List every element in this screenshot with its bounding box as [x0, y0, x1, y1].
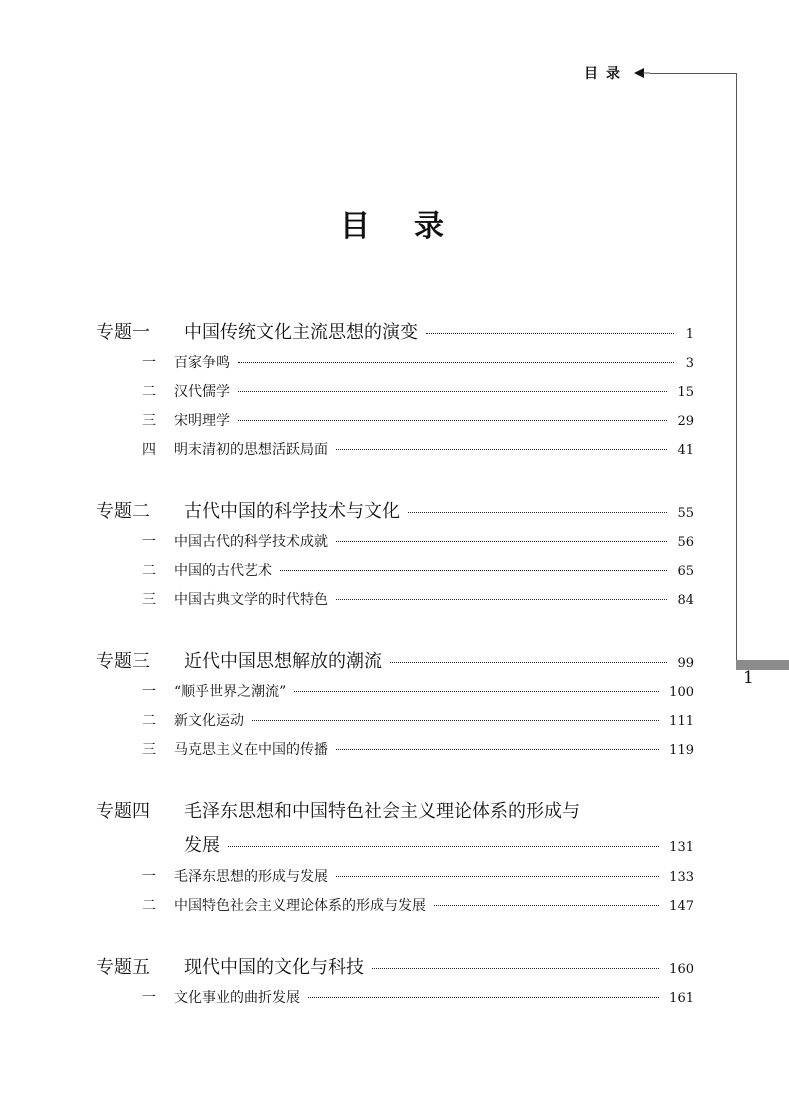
dot-leader	[280, 570, 667, 571]
item-title: 中国特色社会主义理论体系的形成与发展	[174, 898, 426, 914]
dot-leader	[238, 420, 667, 421]
item-number: 二	[142, 898, 156, 914]
toc-item[interactable]	[142, 352, 694, 372]
dot-leader	[336, 876, 659, 877]
item-title: 毛泽东思想的形成与发展	[174, 869, 328, 885]
dot-leader	[252, 720, 659, 721]
margin-rule-horizontal	[650, 73, 736, 74]
toc-item[interactable]	[142, 439, 694, 459]
topic-page: 99	[677, 656, 694, 671]
toc-item[interactable]	[142, 987, 694, 1007]
dot-leader	[336, 541, 667, 542]
topic-label: 专题三	[96, 651, 150, 672]
running-head: 目录	[584, 66, 628, 82]
toc-topic-2[interactable]	[96, 497, 694, 523]
topic-label: 专题四	[96, 801, 150, 822]
item-page: 41	[677, 443, 694, 458]
topic-title-continued: 发展	[184, 835, 220, 856]
toc-topic-3[interactable]	[96, 647, 694, 673]
item-page: 15	[677, 385, 694, 400]
dot-leader	[238, 362, 674, 363]
dot-leader	[308, 997, 659, 998]
item-page: 65	[677, 564, 694, 579]
dot-leader	[336, 449, 667, 450]
topic-page: 131	[669, 840, 694, 855]
toc-item[interactable]	[142, 410, 694, 430]
item-number: 一	[142, 684, 156, 700]
item-title: 中国的古代艺术	[174, 563, 272, 579]
dot-leader	[336, 749, 659, 750]
item-title: 明末清初的思想活跃局面	[174, 442, 328, 458]
item-number: 二	[142, 713, 156, 729]
topic-title: 中国传统文化主流思想的演变	[184, 322, 418, 343]
item-number: 二	[142, 384, 156, 400]
toc-topic-4-continued[interactable]	[184, 831, 694, 857]
item-page: 100	[669, 685, 694, 700]
toc-topic-5[interactable]	[96, 953, 694, 979]
item-title: 文化事业的曲折发展	[174, 990, 300, 1006]
dot-leader	[336, 599, 667, 600]
item-number: 二	[142, 563, 156, 579]
item-page: 111	[669, 714, 694, 729]
item-page: 29	[677, 414, 694, 429]
item-title: 百家争鸣	[174, 355, 230, 371]
topic-page: 160	[669, 962, 694, 977]
toc-item[interactable]	[142, 681, 694, 701]
item-title: 汉代儒学	[174, 384, 230, 400]
topic-title: 近代中国思想解放的潮流	[184, 651, 382, 672]
item-title: 新文化运动	[174, 713, 244, 729]
item-page: 56	[677, 535, 694, 550]
item-number: 一	[142, 869, 156, 885]
topic-label: 专题五	[96, 957, 150, 978]
item-number: 三	[142, 413, 156, 429]
item-title: 马克思主义在中国的传播	[174, 742, 328, 758]
item-number: 一	[142, 990, 156, 1006]
dot-leader	[228, 846, 659, 847]
item-title: 中国古典文学的时代特色	[174, 592, 328, 608]
toc-topic-1[interactable]	[96, 318, 694, 344]
margin-rule-vertical	[736, 73, 737, 660]
topic-label: 专题一	[96, 322, 150, 343]
item-page: 119	[669, 743, 694, 758]
item-title: “顺乎世界之潮流”	[174, 684, 287, 700]
item-page: 147	[669, 899, 694, 914]
toc-item[interactable]	[142, 710, 694, 730]
item-title: 宋明理学	[174, 413, 230, 429]
dot-leader	[294, 691, 659, 692]
toc-item[interactable]	[142, 866, 694, 886]
topic-page: 55	[677, 506, 694, 521]
item-number: 四	[142, 442, 156, 458]
dot-leader	[238, 391, 667, 392]
toc-item[interactable]	[142, 381, 694, 401]
item-number: 三	[142, 592, 156, 608]
item-page: 133	[669, 870, 694, 885]
dot-leader	[372, 968, 659, 969]
dot-leader	[426, 333, 674, 334]
toc-item[interactable]	[142, 531, 694, 551]
item-number: 一	[142, 355, 156, 371]
toc-item[interactable]	[142, 739, 694, 759]
topic-title: 毛泽东思想和中国特色社会主义理论体系的形成与	[184, 801, 580, 822]
toc-item[interactable]	[142, 589, 694, 609]
toc-item[interactable]	[142, 895, 694, 915]
page-number: 1	[743, 668, 754, 688]
topic-page: 1	[685, 327, 694, 342]
toc-topic-4[interactable]	[96, 797, 694, 823]
item-page: 84	[677, 593, 694, 608]
dot-leader	[434, 905, 659, 906]
toc-item[interactable]	[142, 560, 694, 580]
item-number: 三	[142, 742, 156, 758]
dot-leader	[390, 662, 667, 663]
item-title: 中国古代的科学技术成就	[174, 534, 328, 550]
dot-leader	[408, 512, 667, 513]
item-number: 一	[142, 534, 156, 550]
arrow-left-icon	[634, 67, 650, 79]
topic-label: 专题二	[96, 501, 150, 522]
topic-title: 古代中国的科学技术与文化	[184, 501, 400, 522]
topic-title: 现代中国的文化与科技	[184, 957, 364, 978]
page-title: 目录	[340, 209, 488, 244]
item-page: 3	[685, 356, 694, 371]
item-page: 161	[669, 991, 694, 1006]
